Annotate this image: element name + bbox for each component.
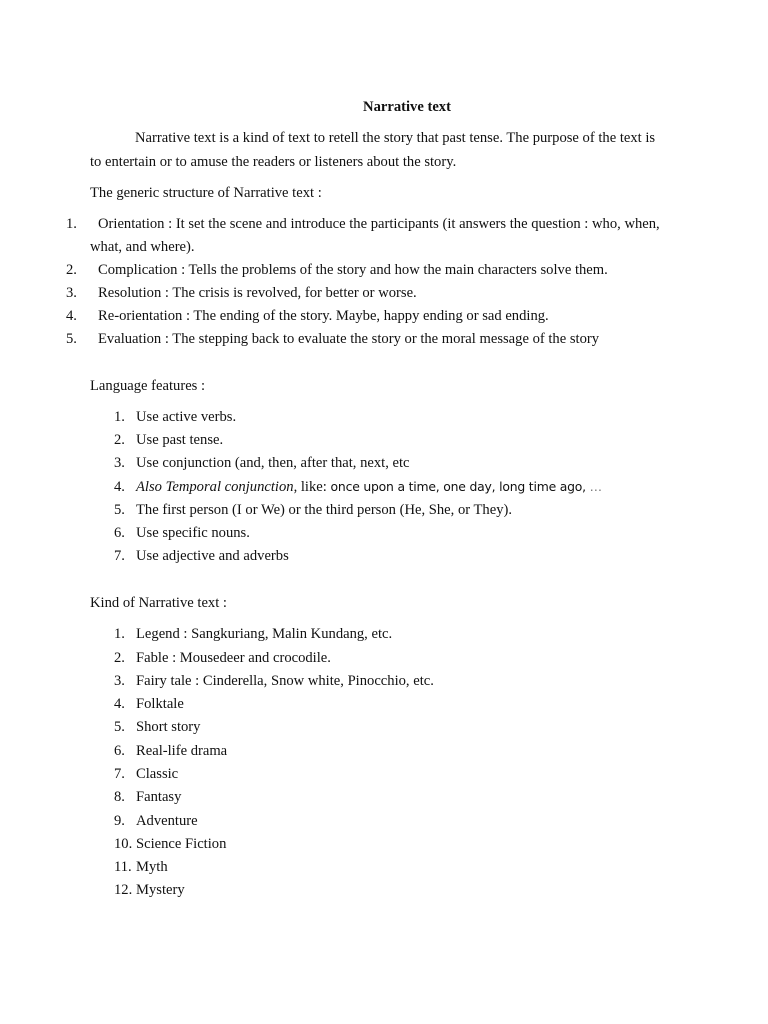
list-number: 10. xyxy=(114,836,133,852)
list-text xyxy=(136,479,602,496)
like-text: , like: xyxy=(293,479,327,495)
list-number: 6. xyxy=(114,743,125,759)
list-text: Complication : Tells the problems of the story and how the main characters solve them. xyxy=(98,262,608,278)
list-text: Legend : Sangkuriang, Malin Kundang, etc. xyxy=(136,626,393,642)
structure-heading: The generic structure of Narrative text : xyxy=(90,185,322,201)
list-number: 8. xyxy=(114,789,125,805)
list-text: Use active verbs. xyxy=(136,409,237,425)
list-text: Adventure xyxy=(136,813,198,829)
list-number: 2. xyxy=(114,432,125,448)
intro-line-1: Narrative text is a kind of text to retell the story that past tense. The purpose of the text is xyxy=(135,130,656,146)
list-text: Fairy tale : Cinderella, Snow white, Pinocchio, etc. xyxy=(136,673,434,689)
list-number: 3. xyxy=(114,673,125,689)
kind-heading: Kind of Narrative text : xyxy=(90,595,227,611)
list-text-continued: what, and where). xyxy=(90,239,195,255)
list-number: 11. xyxy=(114,859,132,875)
list-text: Re-orientation : The ending of the story. Maybe, happy ending or sad ending. xyxy=(98,308,549,324)
list-number: 4. xyxy=(66,308,77,324)
list-number: 4. xyxy=(114,479,125,495)
list-text: Use adjective and adverbs xyxy=(136,548,289,564)
list-number: 5. xyxy=(66,331,77,347)
list-text: Resolution : The crisis is revolved, for better or worse. xyxy=(98,285,417,301)
list-text: Real-life drama xyxy=(136,743,228,759)
list-number: 3. xyxy=(66,285,77,301)
list-number: 1. xyxy=(114,626,125,642)
list-number: 5. xyxy=(114,502,125,518)
list-number: 5. xyxy=(114,719,125,735)
list-text: Folktale xyxy=(136,696,184,712)
list-text: Fable : Mousedeer and crocodile. xyxy=(136,650,331,666)
list-number: 1. xyxy=(66,216,77,232)
list-number: 1. xyxy=(114,409,125,425)
list-text: Science Fiction xyxy=(136,836,227,852)
examples-text: once upon a time, one day, long time ago, xyxy=(326,479,590,494)
list-number: 3. xyxy=(114,455,125,471)
list-text: The first person (I or We) or the third person (He, She, or They). xyxy=(136,502,512,518)
list-text: Mystery xyxy=(136,882,185,898)
list-number: 6. xyxy=(114,525,125,541)
ellipsis: … xyxy=(589,479,602,494)
intro-line-2: to entertain or to amuse the readers or listeners about the story. xyxy=(90,154,457,170)
list-text: Orientation : It set the scene and introduce the participants (it answers the question : who, when, xyxy=(98,216,660,232)
italic-phrase: Also Temporal conjunction xyxy=(136,479,294,495)
list-number: 7. xyxy=(114,548,125,564)
list-text: Use conjunction (and, then, after that, next, etc xyxy=(136,455,410,471)
list-number: 9. xyxy=(114,813,125,829)
list-number: 12. xyxy=(114,882,133,898)
list-number: 2. xyxy=(114,650,125,666)
list-number: 2. xyxy=(66,262,77,278)
list-text: Short story xyxy=(136,719,201,735)
list-text: Use past tense. xyxy=(136,432,224,448)
list-number: 4. xyxy=(114,696,125,712)
list-text: Classic xyxy=(136,766,179,782)
list-text: Evaluation : The stepping back to evaluate the story or the moral message of the story xyxy=(98,331,600,347)
list-text: Fantasy xyxy=(136,789,182,805)
list-text: Use specific nouns. xyxy=(136,525,250,541)
language-features-heading: Language features : xyxy=(90,378,206,394)
list-text: Myth xyxy=(136,859,168,875)
list-number: 7. xyxy=(114,766,125,782)
document-title: Narrative text xyxy=(363,99,451,115)
